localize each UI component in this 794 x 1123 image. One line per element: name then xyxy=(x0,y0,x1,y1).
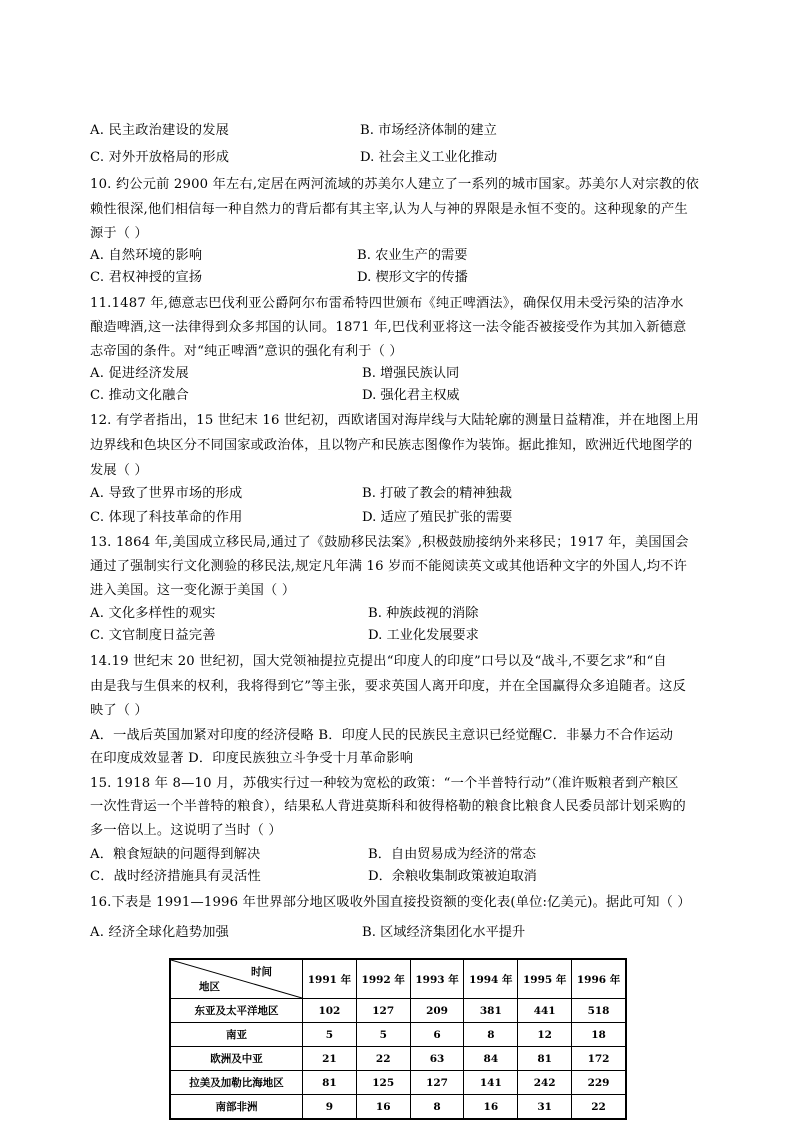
value-cell: 518 xyxy=(572,999,626,1023)
diagonal-line xyxy=(171,960,302,998)
q16-line-1: 16.下表是 1991—1996 年世界部分地区吸收外国直接投资额的变化表(单位:亿美元)。据此可知（ ） xyxy=(90,895,691,910)
value-cell: 141 xyxy=(464,1071,518,1095)
q14-line-5: 在印度成效显著 D．印度民族独立斗争受十月革命影响 xyxy=(90,751,414,766)
q15-option-d: D．余粮收集制政策被迫取消 xyxy=(368,869,537,884)
value-cell: 9 xyxy=(303,1095,357,1120)
value-cell: 81 xyxy=(303,1071,357,1095)
q12-option-d: D. 适应了殖民扩张的需要 xyxy=(362,510,513,525)
value-cell: 8 xyxy=(464,1023,518,1047)
q15-option-b: B．自由贸易成为经济的常态 xyxy=(368,847,536,862)
fdi-table xyxy=(169,958,627,1120)
table-row xyxy=(170,1047,626,1071)
q11-line-2: 酿造啤酒,这一法律得到众多邦国的认同。1871 年,巴伐利亚将这一法令能否被接受作为其加入新德意 xyxy=(90,320,687,335)
value-cell: 6 xyxy=(410,1023,464,1047)
region-cell: 南亚 xyxy=(170,1023,303,1047)
q14-line-1: 14.19 世纪末 20 世纪初，国大党领袖提拉克提出“印度人的印度”口号以及“战斗,不要乞求”和“自 xyxy=(90,654,667,669)
region-cell: 欧洲及中亚 xyxy=(170,1047,303,1071)
q12-line-2: 边界线和色块区分不同国家或政治体，且以物产和民族志图像作为装饰。据此推知，欧洲近代地图学的 xyxy=(90,438,693,453)
table-corner-cell xyxy=(170,959,303,999)
q11-option-d: D. 强化君主权威 xyxy=(362,388,460,403)
q12-option-a: A. 导致了世界市场的形成 xyxy=(90,486,243,501)
q11-option-c: C. 推动文化融合 xyxy=(90,388,189,403)
table-header-row xyxy=(170,959,626,999)
q15-line-3: 多一倍以上。这说明了当时（ ） xyxy=(90,823,282,838)
q12-line-1: 12. 有学者指出，15 世纪末 16 世纪初，西欧诸国对海岸线与大陆轮廓的测量日益精准，并在地图上用 xyxy=(90,413,699,428)
year-header: 1992 年 xyxy=(356,959,410,999)
q9-option-a: A. 民主政治建设的发展 xyxy=(90,123,229,138)
q12-option-c: C. 体现了科技革命的作用 xyxy=(90,510,243,525)
q13-option-a: A. 文化多样性的观实 xyxy=(90,606,216,621)
q15-option-a: A．粮食短缺的问题得到解决 xyxy=(90,847,261,862)
q15-line-2: 一次性背运一个半普特的粮食），结果私人背进莫斯科和彼得格勒的粮食比粮食人民委员部计划采购的 xyxy=(90,799,686,814)
q13-line-1: 13. 1864 年,美国成立移民局,通过了《鼓励移民法案》,积极鼓励接纳外来移民；1917 年，美国国会 xyxy=(90,535,689,550)
q14-line-2: 由是我与生俱来的权利，我将得到它”等主张，要求英国人离开印度，并在全国赢得众多追随者。这反 xyxy=(90,679,686,694)
value-cell: 16 xyxy=(464,1095,518,1120)
value-cell: 22 xyxy=(356,1047,410,1071)
q11-option-b: B. 增强民族认同 xyxy=(362,366,460,381)
q10-option-c: C. 君权神授的宣扬 xyxy=(90,270,203,285)
region-cell: 南部非洲 xyxy=(170,1095,303,1120)
value-cell: 18 xyxy=(572,1023,626,1047)
value-cell: 242 xyxy=(518,1071,572,1095)
corner-label-region: 地区 xyxy=(199,981,220,993)
q15-line-1: 15. 1918 年 8—10 月，苏俄实行过一种较为宽松的政策：“一个半普特行动”（准许贩粮者到产粮区 xyxy=(90,776,679,791)
table-row xyxy=(170,1071,626,1095)
q13-line-2: 通过了强制实行文化测验的移民法,规定凡年满 16 岁而不能阅读英文或其他语种文字的外国人,均不许 xyxy=(90,559,688,574)
value-cell: 5 xyxy=(356,1023,410,1047)
value-cell: 8 xyxy=(410,1095,464,1120)
q11-line-3: 志帝国的条件。对“纯正啤酒”意识的强化有利于（ ） xyxy=(90,344,403,359)
region-cell: 东亚及太平洋地区 xyxy=(170,999,303,1023)
q10-line-3: 源于（ ） xyxy=(90,226,148,241)
q14-line-4: A．一战后英国加紧对印度的经济侵略 B．印度人民的民族民主意识已经觉醒C．非暴力不合作运动 xyxy=(90,728,674,743)
q11-option-a: A. 促进经济发展 xyxy=(90,366,189,381)
value-cell: 5 xyxy=(303,1023,357,1047)
q13-option-b: B. 种族歧视的消除 xyxy=(368,606,479,621)
q10-line-1: 10. 约公元前 2900 年左右,定居在两河流域的苏美尔人建立了一系列的城市国家。苏美尔人对宗教的依 xyxy=(90,177,699,192)
q10-line-2: 赖性很深,他们相信每一种自然力的背后都有其主宰,认为人与神的界限是永恒不变的。这种现象的产生 xyxy=(90,202,688,217)
year-header: 1991 年 xyxy=(303,959,357,999)
year-header: 1994 年 xyxy=(464,959,518,999)
q10-option-a: A. 自然环境的影响 xyxy=(90,248,203,263)
q9-option-c: C. 对外开放格局的形成 xyxy=(90,150,230,165)
value-cell: 12 xyxy=(518,1023,572,1047)
year-header: 1996 年 xyxy=(572,959,626,999)
q12-option-b: B. 打破了教会的精神独裁 xyxy=(362,486,512,501)
q13-line-3: 进入美国。这一变化源于美国（ ） xyxy=(90,583,296,598)
table-row xyxy=(170,1023,626,1047)
value-cell: 84 xyxy=(464,1047,518,1071)
value-cell: 16 xyxy=(356,1095,410,1120)
region-cell: 拉美及加勒比海地区 xyxy=(170,1071,303,1095)
year-header: 1993 年 xyxy=(410,959,464,999)
value-cell: 102 xyxy=(303,999,357,1023)
value-cell: 21 xyxy=(303,1047,357,1071)
value-cell: 229 xyxy=(572,1071,626,1095)
value-cell: 127 xyxy=(356,999,410,1023)
q9-option-d: D. 社会主义工业化推动 xyxy=(360,150,498,165)
q11-line-1: 11.1487 年,德意志巴伐利亚公爵阿尔布雷希特四世颁布《纯正啤酒法》，确保仅用未受污染的洁净水 xyxy=(90,296,684,311)
year-header: 1995 年 xyxy=(518,959,572,999)
value-cell: 125 xyxy=(356,1071,410,1095)
corner-label-time: 时间 xyxy=(251,966,272,978)
value-cell: 441 xyxy=(518,999,572,1023)
value-cell: 381 xyxy=(464,999,518,1023)
q13-option-c: C. 文官制度日益完善 xyxy=(90,628,216,643)
value-cell: 22 xyxy=(572,1095,626,1120)
q12-line-3: 发展（ ） xyxy=(90,463,148,478)
value-cell: 81 xyxy=(518,1047,572,1071)
q16-option-b: B. 区域经济集团化水平提升 xyxy=(362,925,526,940)
q15-option-c: C．战时经济措施具有灵活性 xyxy=(90,869,261,884)
value-cell: 172 xyxy=(572,1047,626,1071)
q13-option-d: D. 工业化发展要求 xyxy=(368,628,479,643)
value-cell: 63 xyxy=(410,1047,464,1071)
q14-line-3: 映了（ ） xyxy=(90,703,148,718)
q9-option-b: B. 市场经济体制的建立 xyxy=(360,123,497,138)
table-row xyxy=(170,999,626,1023)
value-cell: 31 xyxy=(518,1095,572,1120)
q10-option-b: B. 农业生产的需要 xyxy=(357,248,468,263)
table-row xyxy=(170,1095,626,1120)
q16-option-a: A. 经济全球化趋势加强 xyxy=(90,925,229,940)
q10-option-d: D. 楔形文字的传播 xyxy=(357,270,468,285)
value-cell: 209 xyxy=(410,999,464,1023)
value-cell: 127 xyxy=(410,1071,464,1095)
